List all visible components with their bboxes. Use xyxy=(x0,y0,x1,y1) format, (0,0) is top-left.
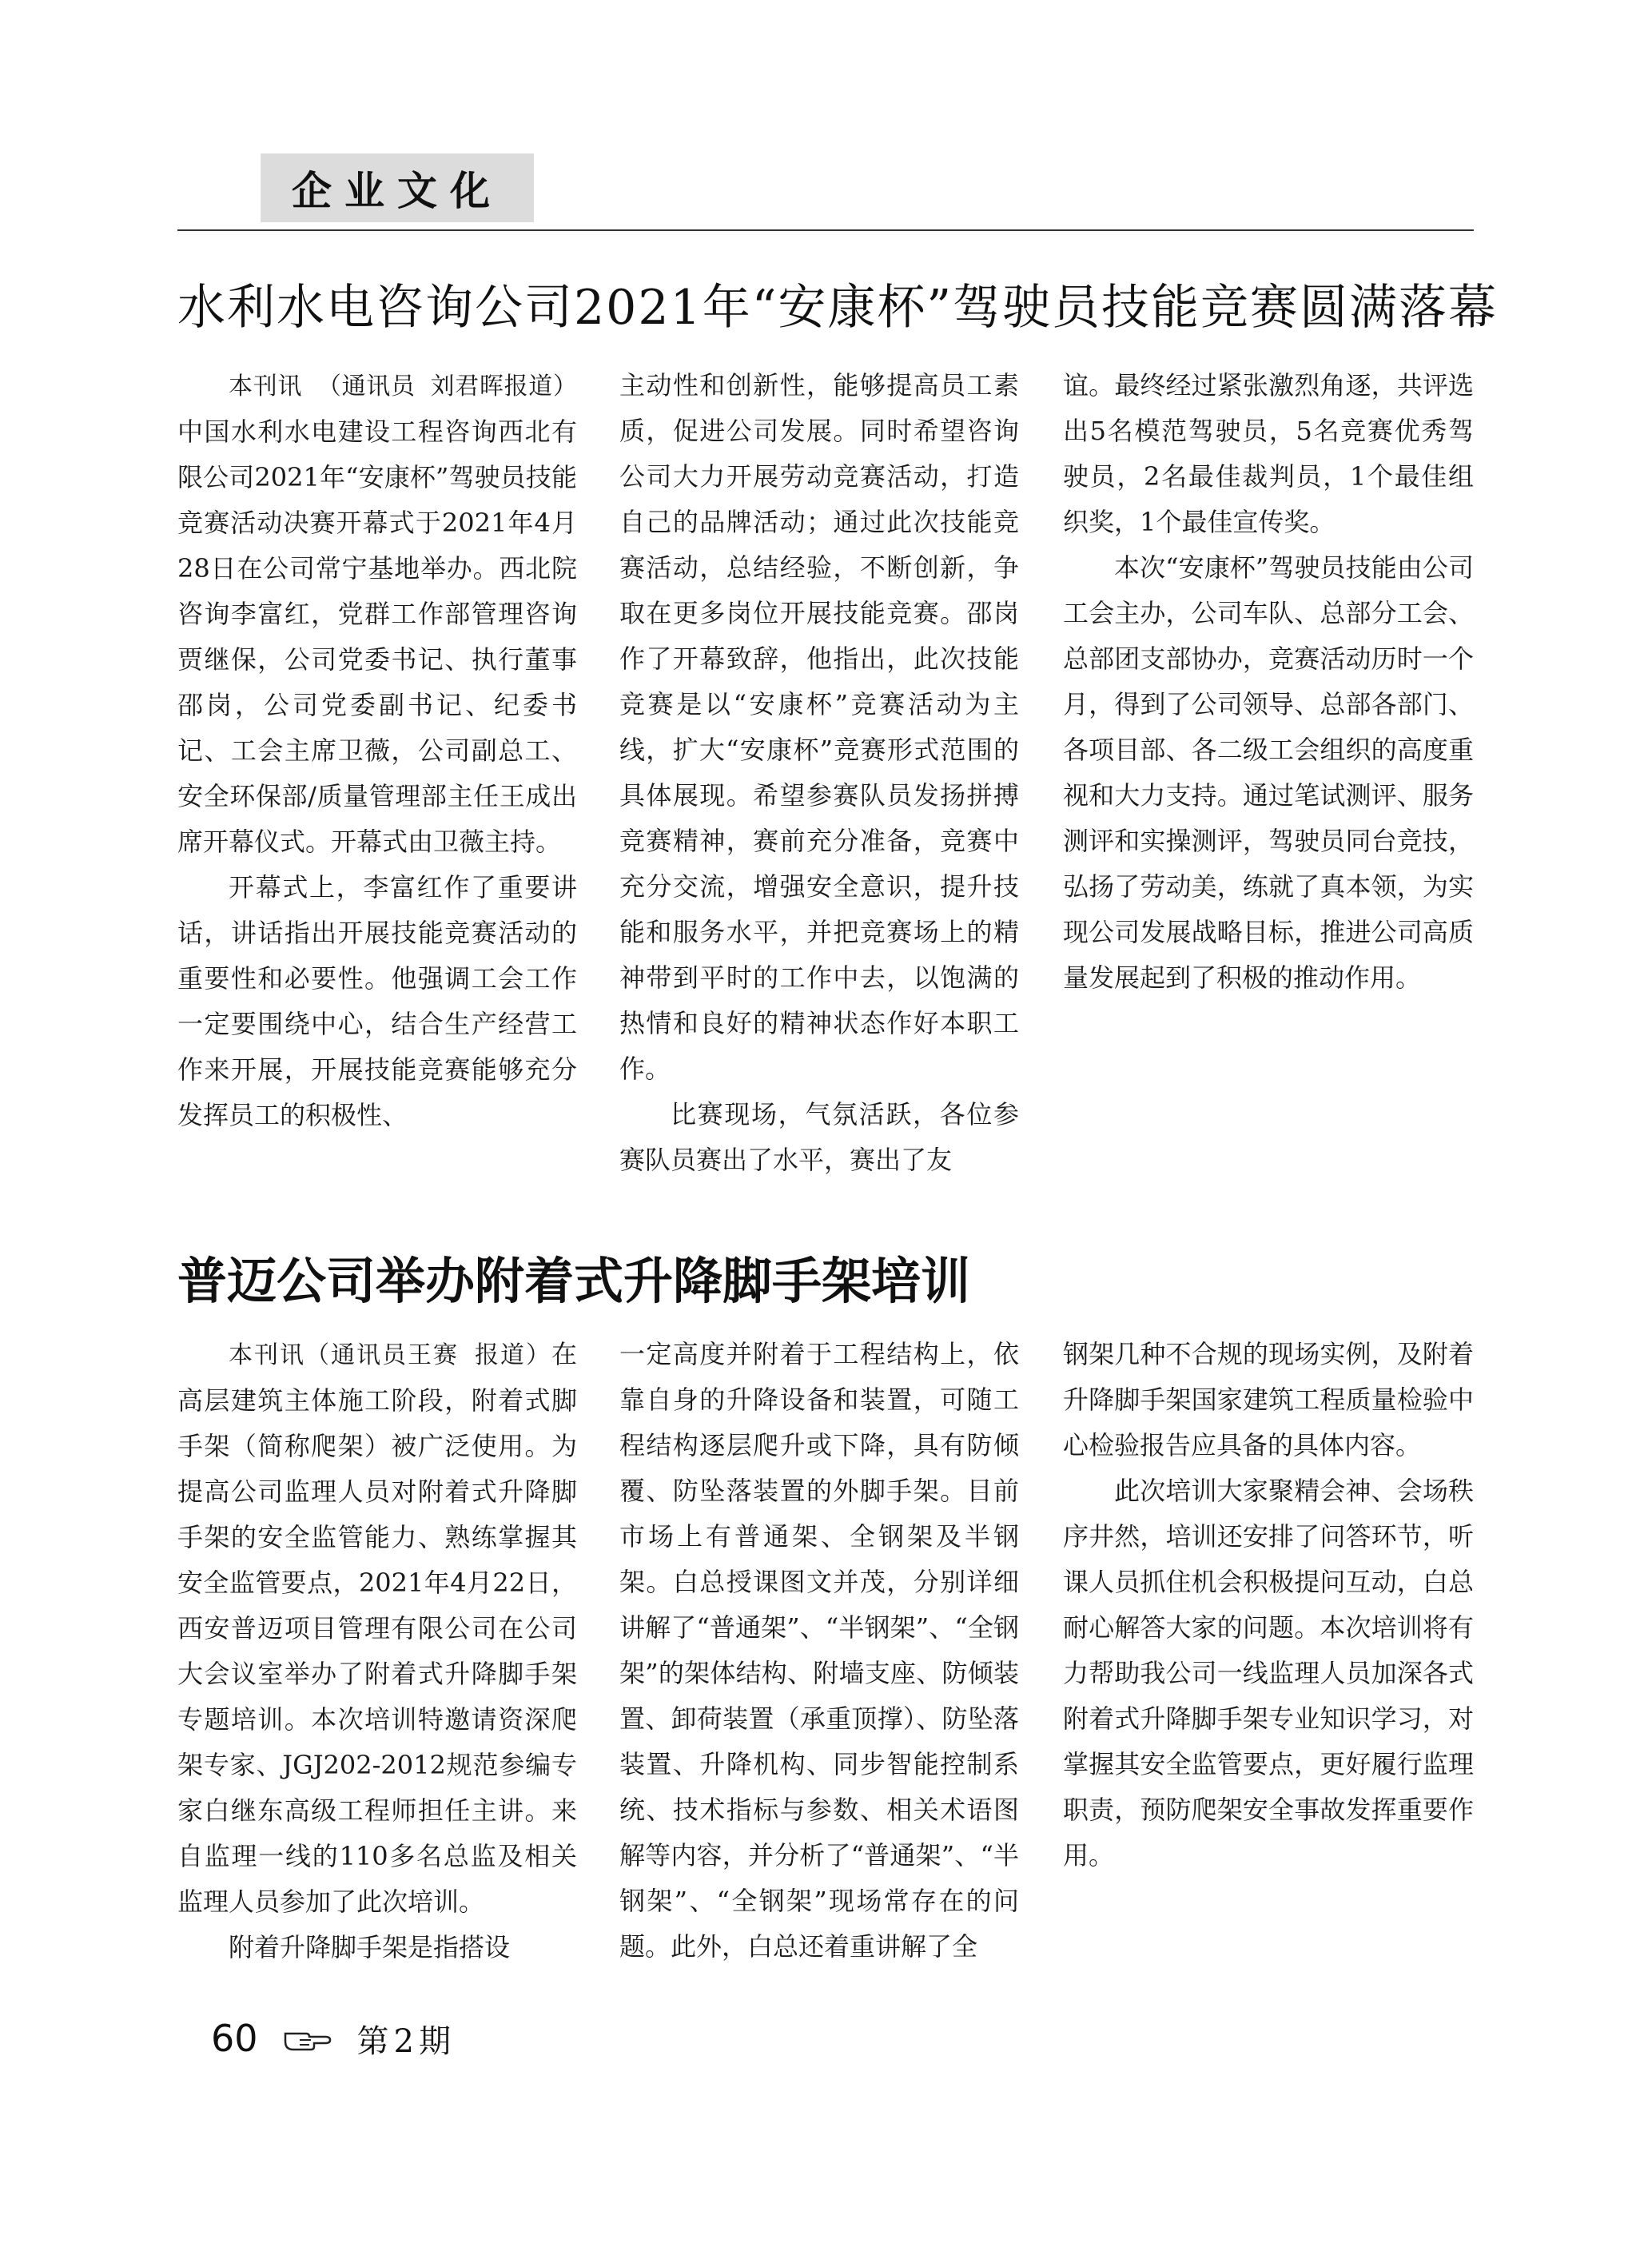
section-label: 企业文化 xyxy=(292,168,503,214)
article1-paragraph-2: 开幕式上，李富红作了重要讲话，讲话指出开展技能竞赛活动的重要性和必要性。他强调工会工作一定要围绕中心，结合生产经营工作来开展，开展技能竞赛能够充分发挥员工的积极性、 xyxy=(177,872,577,1130)
article2-paragraph-1 xyxy=(177,1332,577,1925)
pointing-hand-icon xyxy=(282,2022,333,2054)
article1-paragraph-1-text: 中国水利水电建设工程咨询西北有限公司2021年“安康杯”驾驶员技能竞赛活动决赛开幕式于2021年4月28日在公司常宁基地举办。西北院咨询李富红，党群工作部管理咨询贾继保，公司党委书记、执行董事邵岗，公司党委副书记、纪委书记、工会主席卫薇，公司副总工、安全环保部/质量管理部主任王成出席开幕仪式。开幕式由卫薇主持。 xyxy=(177,416,577,857)
article2-column-3 xyxy=(1063,1332,1474,2051)
article1-paragraph-2-cont: 主动性和创新性，能够提高员工素质，促进公司发展。同时希望咨询公司大力开展劳动竞赛活动，打造自己的品牌活动；通过此次技能竞赛活动，总结经验，不断创新，争取在更多岗位开展技能竞赛。邵岗作了开幕致辞，他指出，此次技能竞赛是以“安康杯”竞赛活动为主线，扩大“安康杯”竞赛形式范围的具体展现。希望参赛队员发扬拼搏竞赛精神，赛前充分准备，竞赛中充分交流，增强安全意识，提升技能和服务水平，并把竞赛场上的精神带到平时的工作中去，以饱满的热情和良好的精神状态作好本职工作。 xyxy=(619,370,1019,1084)
article2-column-1 xyxy=(177,1332,577,2051)
article2-byline: 本刊讯（通讯员王赛 报道） xyxy=(229,1341,551,1369)
article1-byline: 本刊讯 （通讯员 刘君晖报道） xyxy=(229,373,577,400)
article1-column-2 xyxy=(619,363,1019,1234)
article1-column-3 xyxy=(1063,363,1474,1234)
article1-paragraph-4: 本次“安康杯”驾驶员技能由公司工会主办，公司车队、总部分工会、总部团支部协办，竞赛活动历时一个月，得到了公司领导、总部各部门、各项目部、各二级工会组织的高度重视和大力支持。通过笔试测评、服务测评和实操测评，驾驶员同台竞技，弘扬了劳动美，练就了真本领，为实现公司发展战略目标，推进公司高质量发展起到了积极的推动作用。 xyxy=(1063,552,1474,993)
article2-paragraph-2: 附着升降脚手架是指搭设 xyxy=(229,1932,511,1962)
article2-title: 普迈公司举办附着式升降脚手架培训 xyxy=(177,1252,971,1310)
article1-paragraph-3-cont: 谊。最终经过紧张激烈角逐，共评选出5名模范驾驶员，5名竞赛优秀驾驶员，2名最佳裁判员，1个最佳组织奖，1个最佳宣传奖。 xyxy=(1063,370,1474,537)
page-number: 60 xyxy=(211,2017,258,2060)
article2-paragraph-3: 此次培训大家聚精会神、会场秩序井然，培训还安排了问答环节，听课人员抓住机会积极提问互动，白总耐心解答大家的问题。本次培训将有力帮助我公司一线监理人员加深各式附着式升降脚手架专业知识学习，对掌握其安全监管要点，更好履行监理职责，预防爬架安全事故发挥重要作用。 xyxy=(1063,1476,1474,1870)
article1-paragraph-3: 比赛现场，气氛活跃，各位参赛队员赛出了水平，赛出了友 xyxy=(619,1099,1019,1175)
page-footer xyxy=(211,2006,456,2070)
article1-column-1 xyxy=(177,363,577,1234)
article1-title: 水利水电咨询公司2021年“安康杯”驾驶员技能竞赛圆满落幕 xyxy=(177,280,1499,336)
article2-paragraph-2-cont-b: 钢架几种不合规的现场实例，及附着升降脚手架国家建筑工程质量检验中心检验报告应具备的具体内容。 xyxy=(1063,1339,1474,1460)
article2-paragraph-2-cont: 一定高度并附着于工程结构上，依靠自身的升降设备和装置，可随工程结构逐层爬升或下降，具有防倾覆、防坠落装置的外脚手架。目前市场上有普通架、全钢架及半钢架。白总授课图文并茂，分别详细讲解了“普通架”、“半钢架”、“全钢架”的架体结构、附墙支座、防倾装置、卸荷装置（承重顶撑）、防坠落装置、升降机构、同步智能控制系统、技术指标与参数、相关术语图解等内容，并分析了“普通架”、“半钢架”、“全钢架”现场常存在的问题。此外，白总还着重讲解了全 xyxy=(619,1339,1019,1962)
article2-paragraph-1-text: 在高层建筑主体施工阶段，附着式脚手架（简称爬架）被广泛使用。为提高公司监理人员对附着式升降脚手架的安全监管能力、熟练掌握其安全监管要点，2021年4月22日，西安普迈项目管理有限公司在公司大会议室举办了附着式升降脚手架专题培训。本次培训特邀请资深爬架专家、JGJ202-2012规范参编专家白继东高级工程师担任主讲。来自监理一线的110多名总监及相关监理人员参加了此次培训。 xyxy=(177,1339,577,1917)
header-rule xyxy=(177,229,1474,231)
article1-paragraph-1 xyxy=(177,363,577,865)
issue-label: 第2期 xyxy=(356,2022,456,2060)
article2-column-2 xyxy=(619,1332,1019,2051)
section-tab xyxy=(261,153,534,222)
